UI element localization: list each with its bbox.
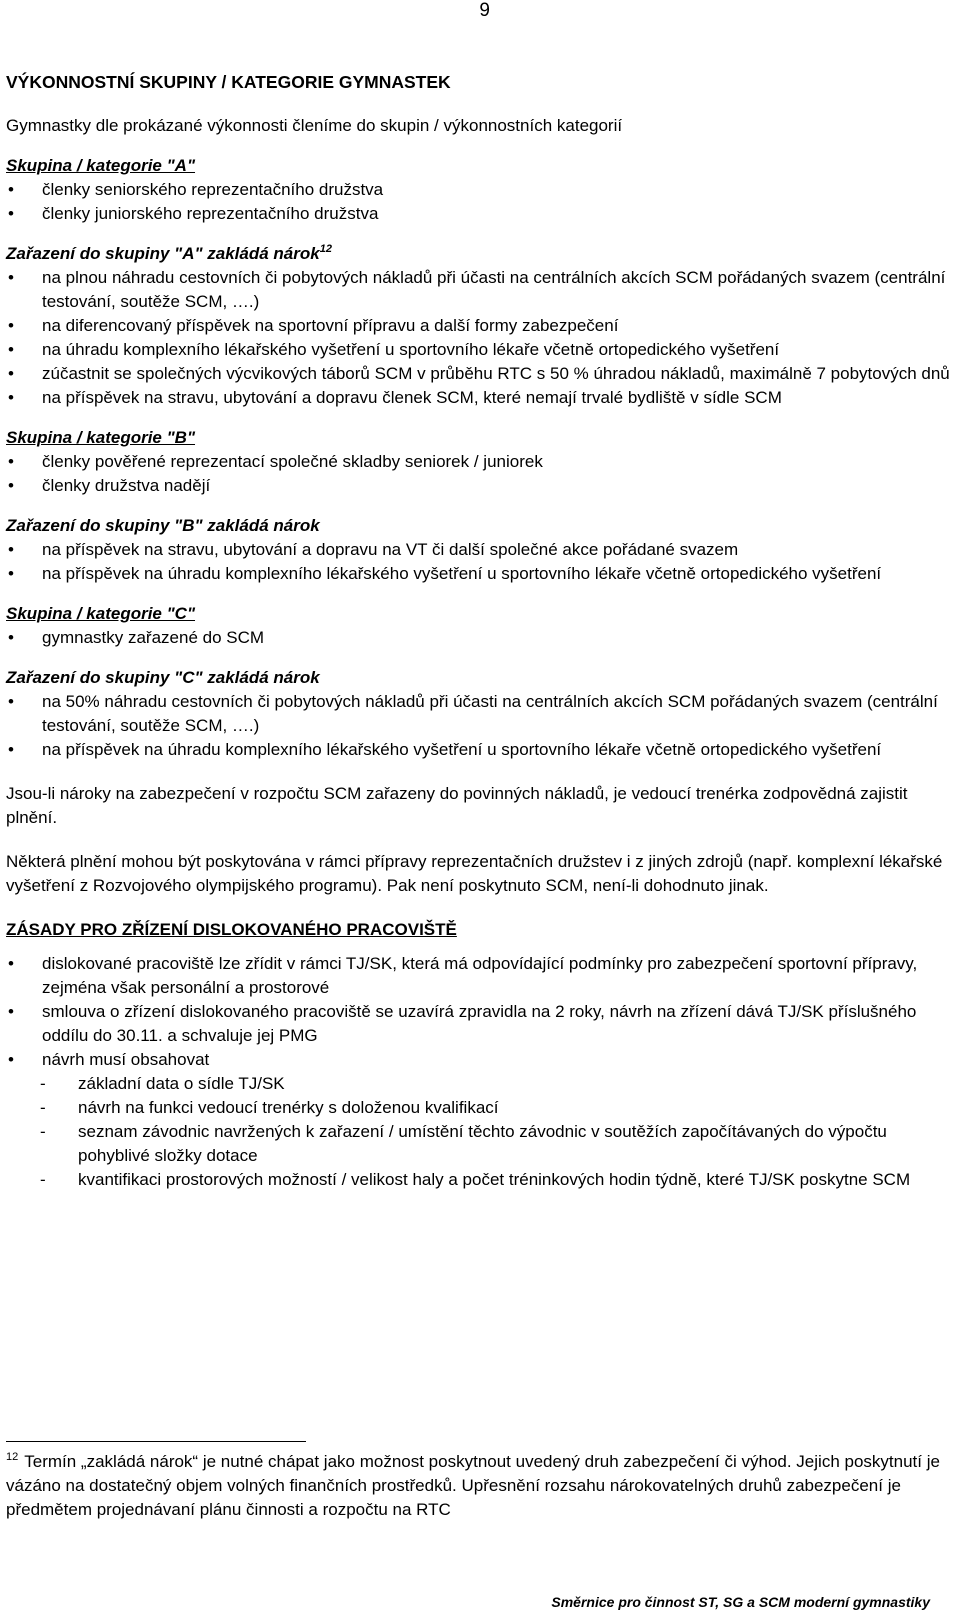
list-item: • na příspěvek na úhradu komplexního lékařského vyšetření u sportovního lékaře včetně ortopedického vyšetření: [6, 562, 951, 586]
list-item: • na příspěvek na stravu, ubytování a dopravu členek SCM, které nemají trvalé bydliště v sídle SCM: [6, 386, 951, 410]
group-a-claims: [6, 266, 951, 410]
group-a-list: [6, 178, 951, 226]
footnote-number: 12: [6, 1451, 19, 1463]
group-b-list: [6, 450, 951, 498]
intro-text: Gymnastky dle prokázané výkonnosti členíme do skupin / výkonnostních kategorií: [6, 116, 623, 135]
list-item: • členky seniorského reprezentačního družstva: [6, 178, 951, 202]
footnote: [6, 1450, 951, 1522]
group-a-claim-title: Zařazení do skupiny "A" zakládá nárok$^{12}$: [6, 243, 332, 263]
footnote-separator: [6, 1441, 306, 1442]
page-title: VÝKONNOSTNÍ SKUPINY / KATEGORIE GYMNASTEK: [6, 72, 451, 92]
list-item: • na příspěvek na úhradu komplexního lékařského vyšetření u sportovního lékaře včetně ortopedického vyšetření: [6, 738, 951, 762]
list-item: • zúčastnit se společných výcvikových táborů SCM v průběhu RTC s 50 % úhradou nákladů, maximálně 7 pobytových dnů: [6, 362, 951, 386]
list-item: • členky družstva nadějí: [6, 474, 951, 498]
page-number: 9: [479, 0, 490, 21]
group-b-claim-title: Zařazení do skupiny "B" zakládá nárok: [6, 516, 320, 535]
list-item: • členky juniorského reprezentačního družstva: [6, 202, 951, 226]
group-b-title: Skupina / kategorie "B": [6, 428, 196, 447]
paragraph-budget: Jsou-li nároky na zabezpečení v rozpočtu SCM zařazeny do povinných nákladů, je vedoucí trenérka zodpovědná zajistit plnění.: [6, 784, 908, 827]
group-c-list: [6, 626, 951, 650]
list-item: • na diferencovaný příspěvek na sportovní přípravu a další formy zabezpečení: [6, 314, 951, 338]
group-c-title: Skupina / kategorie "C": [6, 604, 196, 623]
list-item: • na úhradu komplexního lékařského vyšetření u sportovního lékaře včetně ortopedického vyšetření: [6, 338, 951, 362]
list-item: • dislokované pracoviště lze zřídit v rámci TJ/SK, která má odpovídající podmínky pro zabezpečení sportovní přípravy, zejména však personální a prostorové: [6, 952, 951, 1000]
page-content: [6, 70, 951, 1192]
page-footer: Směrnice pro činnost ST, SG a SCM moderní gymnastiky: [551, 1594, 930, 1610]
workplace-list: [6, 952, 951, 1072]
list-item: • na 50% náhradu cestovních či pobytových nákladů při účasti na centrálních akcích SCM pořádaných svazem (centrální testování, soutěže SCM, ….): [6, 690, 951, 738]
group-a-title: Skupina / kategorie "A": [6, 156, 196, 175]
list-item: • členky pověřené reprezentací společné skladby seniorek / juniorek: [6, 450, 951, 474]
group-b-claims: [6, 538, 951, 586]
list-item: • na plnou náhradu cestovních či pobytových nákladů při účasti na centrálních akcích SCM pořádaných svazem (centrální testování, soutěže SCM, ….): [6, 266, 951, 314]
group-c-claim-title: Zařazení do skupiny "C" zakládá nárok: [6, 668, 320, 687]
list-item: • na příspěvek na stravu, ubytování a dopravu na VT či další společné akce pořádané svazem: [6, 538, 951, 562]
dash-item: - návrh na funkci vedoucí trenérky s doloženou kvalifikací: [40, 1098, 499, 1117]
list-item: • smlouva o zřízení dislokovaného pracoviště se uzavírá zpravidla na 2 roky, návrh na zřízení dává TJ/SK příslušného oddílu do 30.11. a schvaluje jej PMG: [6, 1000, 951, 1048]
list-item: • návrh musí obsahovat: [6, 1048, 951, 1072]
dash-item: - kvantifikaci prostorových možností / velikost haly a počet tréninkových hodin týdně, které TJ/SK poskytne SCM: [40, 1170, 911, 1189]
dash-item: - základní data o sídle TJ/SK: [40, 1074, 285, 1093]
dash-item: - seznam závodnic navržených k zařazení / umístění těchto závodnic v soutěžích započítávaných do výpočtu pohyblivé složky dotace: [40, 1122, 887, 1165]
footnote-ref: 12: [319, 243, 332, 255]
workplace-title: ZÁSADY PRO ZŘÍZENÍ DISLOKOVANÉHO PRACOVIŠTĚ: [6, 920, 457, 939]
footnote-text: Termín „zakládá nárok“ je nutné chápat jako možnost poskytnout uvedený druh zabezpečení či výhod. Jejich poskytnutí je vázáno na dostatečný objem volných finančních prostředků. Upřesnění rozsahu nárokovatelných druhů zabezpečení je předmětem projednávaní plánu činnosti a rozpočtu na RTC: [6, 1452, 940, 1519]
group-c-claims: [6, 690, 951, 762]
list-item: • gymnastky zařazené do SCM: [6, 626, 951, 650]
proposal-contents-list: [6, 1072, 951, 1192]
paragraph-other-sources: Některá plnění mohou být poskytována v rámci přípravy reprezentačních družstev i z jiných zdrojů (např. komplexní lékařské vyšetření z Rozvojového olympijského programu). Pak není poskytnuto SCM, není-li dohodnuto jinak.: [6, 852, 943, 895]
